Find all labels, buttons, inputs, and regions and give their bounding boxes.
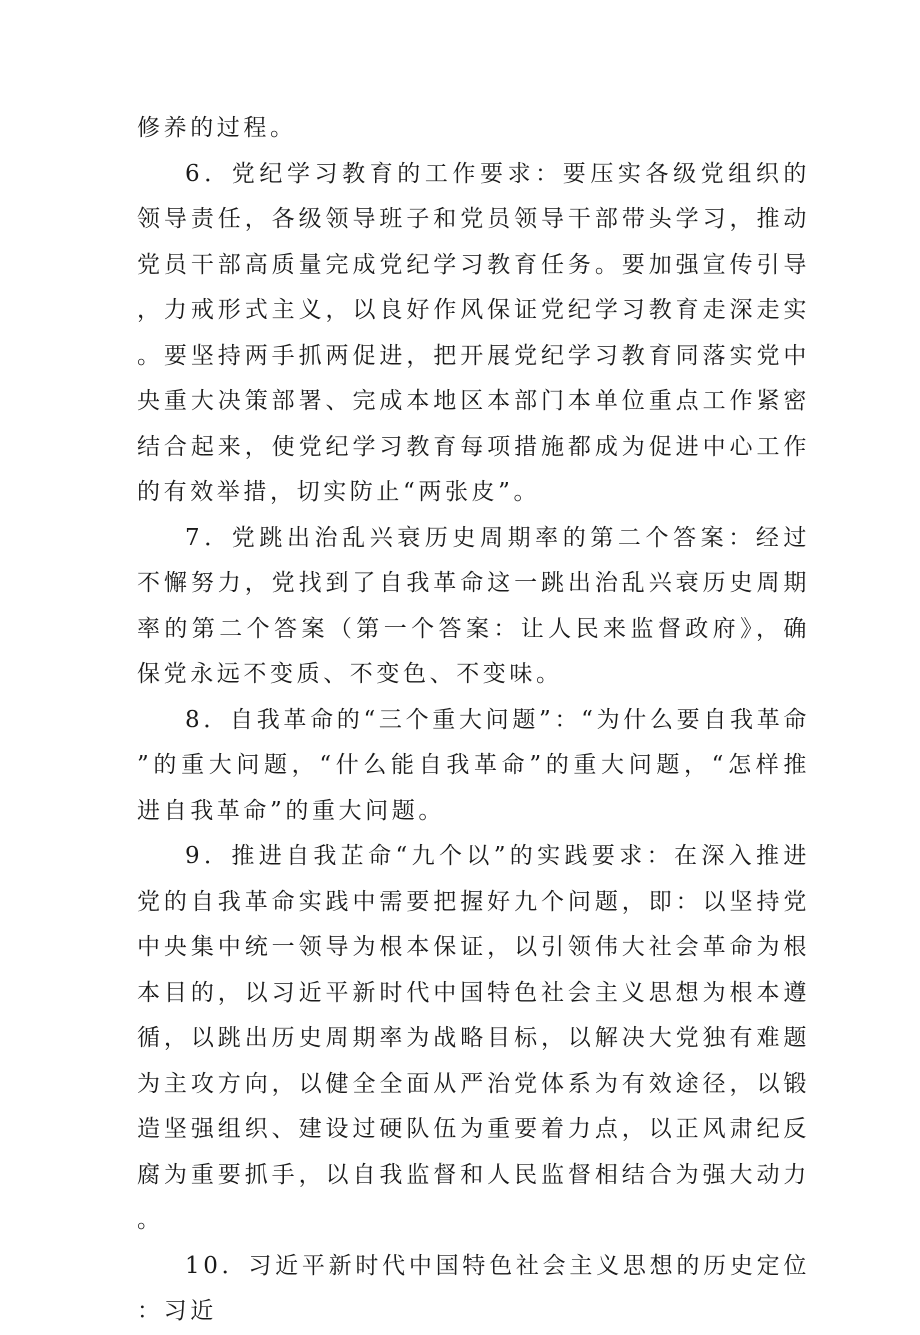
paragraph-item-6: 6．党纪学习教育的工作要求：要压实各级党组织的领导责任，各级领导班子和党员领导干部带头学习，推动党员干部高质量完成党纪学习教育任务。要加强宣传引导，力戒形式主义，以良好作风保证党纪学习教育走深走实。要坚持两手抓两促进，把开展党纪学习教育同落实党中央重大决策部署、完成本地区本部门本单位重点工作紧密结合起来，使党纪学习教育每项措施都成为促进中心工作的有效举措，切实防止“两张皮”。 (137, 160, 810, 505)
paragraph-item-9: 9．推进自我芷命“九个以”的实践要求：在深入推进党的自我革命实践中需要把握好九个问题，即：以坚持党中央集中统一领导为根本保证，以引领伟大社会革命为根本目的，以习近平新时代中国特色社会主义思想为根本遵循，以跳出历史周期率为战略目标，以解决大党独有难题为主攻方向，以健全全面从严治党体系为有效途径，以锻造坚强组织、建设过硬队伍为重要着力点，以正风肃纪反腐为重要抓手，以自我监督和人民监督相结合为强大动力。 (137, 843, 810, 1233)
paragraph-continued-text: 修养的过程。 (137, 115, 297, 141)
paragraph-item-8: 8．自我革命的“三个重大问题”：“为什么要自我革命”的重大问题，“什么能自我革命”的重大问题，“怎样推进自我革命”的重大问题。 (137, 706, 810, 824)
paragraph-item-7: 7．党跳出治乱兴衰历史周期率的第二个答案：经过不懈努力，党找到了自我革命这一跳出治乱兴衰历史周期率的第二个答案（第一个答案：让人民来监督政府》，确保党永远不变质、不变色、不变味。 (137, 524, 810, 687)
paragraph-item-10: 10．习近平新时代中国特色社会主义思想的历史定位：习近 (137, 1252, 810, 1324)
